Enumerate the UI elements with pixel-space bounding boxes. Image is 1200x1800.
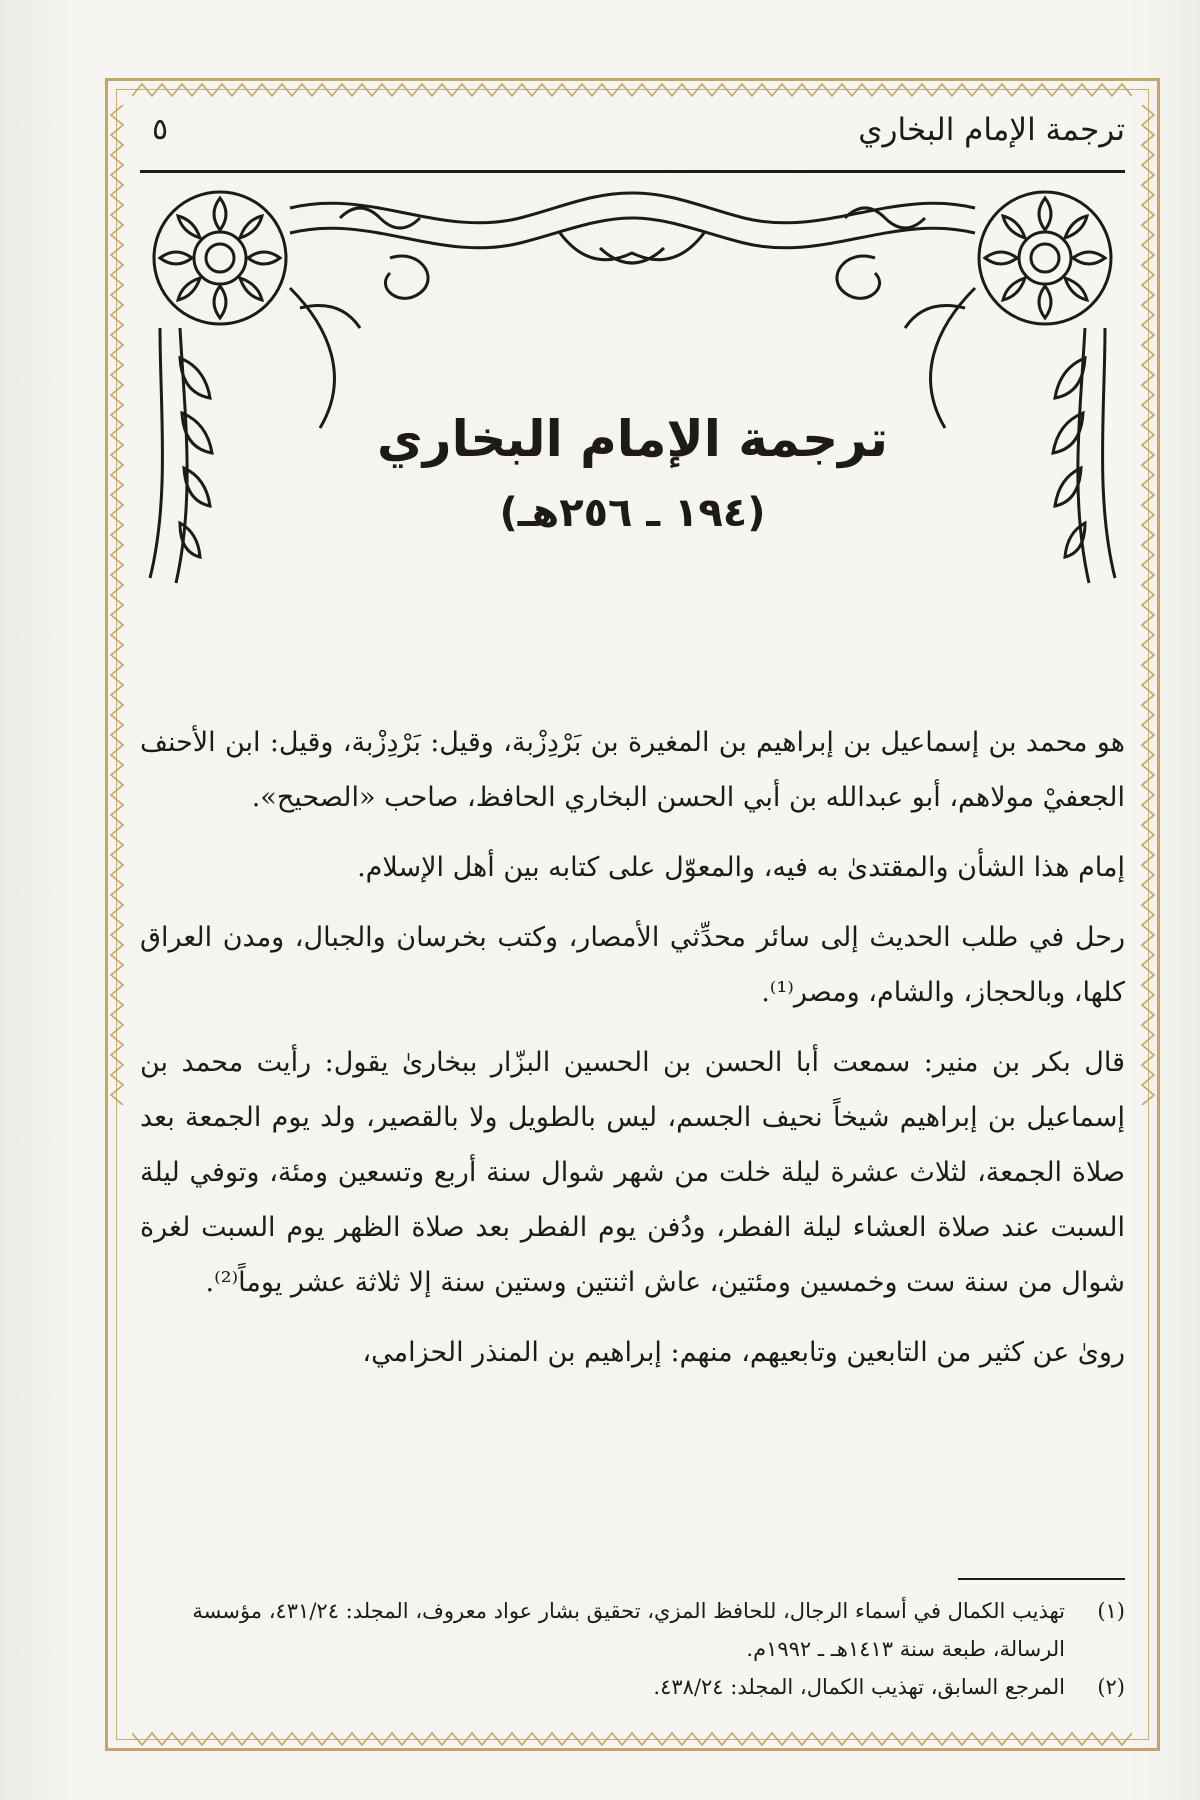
- body-text: [140, 715, 1125, 1395]
- footnote-item: [140, 1592, 1125, 1668]
- footnote-text: المرجع السابق، تهذيب الكمال، المجلد: ٤٣٨/٢٤.: [653, 1675, 1065, 1699]
- paragraph: قال بكر بن منير: سمعت أبا الحسن بن الحسين البزّار ببخارىٰ يقول: رأيت محمد بن إسماعيل بن إبراهيم شيخاً نحيف الجسم، ليس بالطويل ولا بالقصير، ولد يوم الجمعة بعد صلاة الجمعة، لثلاث عشرة ليلة خلت من شهر شوال سنة أربع وتسعين ومئة، وتوفي ليلة السبت عند صلاة العشاء ليلة الفطر، ودُفن يوم الفطر بعد صلاة الظهر يوم السبت لغرة شوال من سنة ست وخمسين ومئتين، عاش اثنتين وستين سنة إلا ثلاثة عشر يوماً⁽²⁾.: [140, 1047, 1125, 1298]
- rosette-left-icon: [154, 192, 286, 324]
- paragraph: رحل في طلب الحديث إلى سائر محدِّثي الأمصار، وكتب بخرسان والجبال، ومدن العراق كلها، وبالحجاز، والشام، ومصر⁽¹⁾.: [140, 922, 1125, 1008]
- footnote-separator: [958, 1578, 1125, 1580]
- chapter-years: (١٩٤ ـ ٢٥٦هـ): [499, 490, 766, 536]
- page-number: ٥: [152, 112, 169, 147]
- border-pattern-right: [1138, 105, 1158, 1105]
- header-rule: [140, 170, 1125, 173]
- paragraph: إمام هذا الشأن والمقتدىٰ به فيه، والمعوّل على كتابه بين أهل الإسلام.: [357, 852, 1125, 883]
- footnote-number: (١): [1097, 1599, 1125, 1623]
- footnote-item: [140, 1668, 1125, 1706]
- rosette-right-icon: [979, 192, 1111, 324]
- footnote-number: (٢): [1097, 1675, 1125, 1699]
- border-pattern-bottom: [132, 1729, 1132, 1749]
- paragraph: روىٰ عن كثير من التابعين وتابعيهم، منهم: إبراهيم بن المنذر الحزامي،: [362, 1337, 1125, 1368]
- border-pattern-top: [132, 80, 1132, 100]
- paragraph: هو محمد بن إسماعيل بن إبراهيم بن المغيرة بن بَرْدِزْبة، وقيل: بَرْدِزْبة، وقيل: ابن الأحنف الجعفيْ مولاهم، أبو عبدالله بن أبي الحسن البخاري الحافظ، صاحب «الصحيح».: [140, 727, 1125, 813]
- running-header-title: ترجمة الإمام البخاري: [858, 112, 1125, 148]
- border-pattern-left: [107, 105, 127, 1105]
- footnote-text: تهذيب الكمال في أسماء الرجال، للحافظ المزي، تحقيق بشار عواد معروف، المجلد: ٤٣١/٢٤، مؤسسة الرسالة، طبعة سنة ١٤١٣هـ ـ ١٩٩٢م.: [192, 1599, 1065, 1661]
- footnotes: [140, 1592, 1125, 1706]
- running-header: [140, 104, 1125, 164]
- chapter-title: ترجمة الإمام البخاري: [376, 410, 889, 468]
